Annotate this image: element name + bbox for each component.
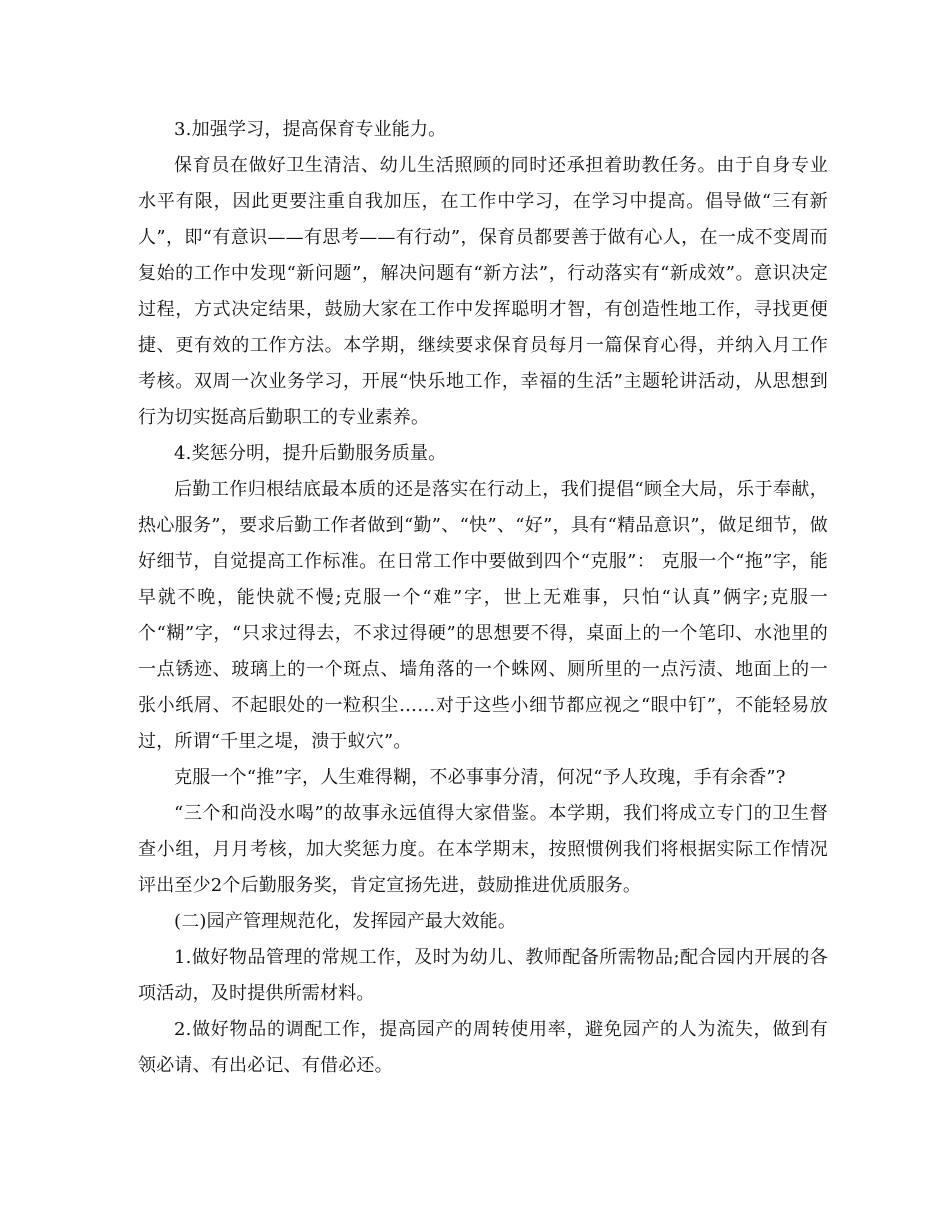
paragraph-monks: “三个和尚没水喝”的故事永远值得大家借鉴。本学期，我们将成立专门的卫生督查小组，月月考核，加大奖惩力度。在本学期末，按照惯例我们将根据实际工作情况评出至少2个后勤服务奖，肯定宣扬先进，鼓励推进优质服务。 (138, 803, 828, 896)
paragraph-study: 保育员在做好卫生清洁、幼儿生活照顾的同时还承担着助教任务。由于自身专业水平有限，因此更要注重自我加压，在工作中学习，在学习中提高。倡导做“三有新人”，即“有意识——有思考——有行动”，保育员都要善于做有心人，在一成不变周而复始的工作中发现“新问题”，解决问题有“新方法”，行动落实有“新成效”。意识决定过程，方式决定结果，鼓励大家在工作中发挥聪明才智，有创造性地工作，寻找更便捷、更有效的工作方法。本学期，继续要求保育员每月一篇保育心得，并纳入月工作考核。双周一次业务学习，开展“快乐地工作，幸福的生活”主题轮讲活动，从思想到行为切实挺高后勤职工的专业素养。 (138, 155, 828, 428)
paragraph-item-2: 2.做好物品的调配工作，提高园产的周转使用率，避免园产的人为流失，做到有领必请、有出必记、有借必还。 (138, 1019, 828, 1076)
section-heading-2: (二)园产管理规范化，发挥园产最大效能。 (174, 911, 517, 932)
paragraph-logistics: 后勤工作归根结底最本质的还是落实在行动上，我们提倡“顾全大局，乐于奉献，热心服务”，要求后勤工作者做到“勤”、“快”、“好”，具有“精品意识”，做足细节，做好细节，自觉提高工作标准。在日常工作中要做到四个“克服”： 克服一个“拖”字，能早就不晚，能快就不慢;克服一个“难”字，世上无难事，只怕“认真”俩字;克服一个“糊”字，“只求过得去，不求过得硬”的思想要不得，桌面上的一个笔印、水池里的一点锈迹、玻璃上的一个斑点、墙角落的一个蛛网、厕所里的一点污渍、地面上的一张小纸屑、不起眼处的一粒积尘……对于这些小细节都应视之“眼中钉”，不能轻易放过，所谓“千里之堤，溃于蚁穴”。 (138, 479, 828, 752)
section-heading-4: 4.奖惩分明，提升后勤服务质量。 (174, 443, 447, 464)
section-heading-3: 3.加强学习，提高保育专业能力。 (174, 119, 447, 140)
paragraph-item-1: 1.做好物品管理的常规工作，及时为幼儿、教师配备所需物品;配合园内开展的各项活动，及时提供所需材料。 (138, 947, 828, 1004)
document-body (138, 112, 828, 1084)
paragraph-overcome: 克服一个“推”字，人生难得糊，不必事事分清，何况“予人玫瑰，手有余香”? (174, 767, 786, 788)
